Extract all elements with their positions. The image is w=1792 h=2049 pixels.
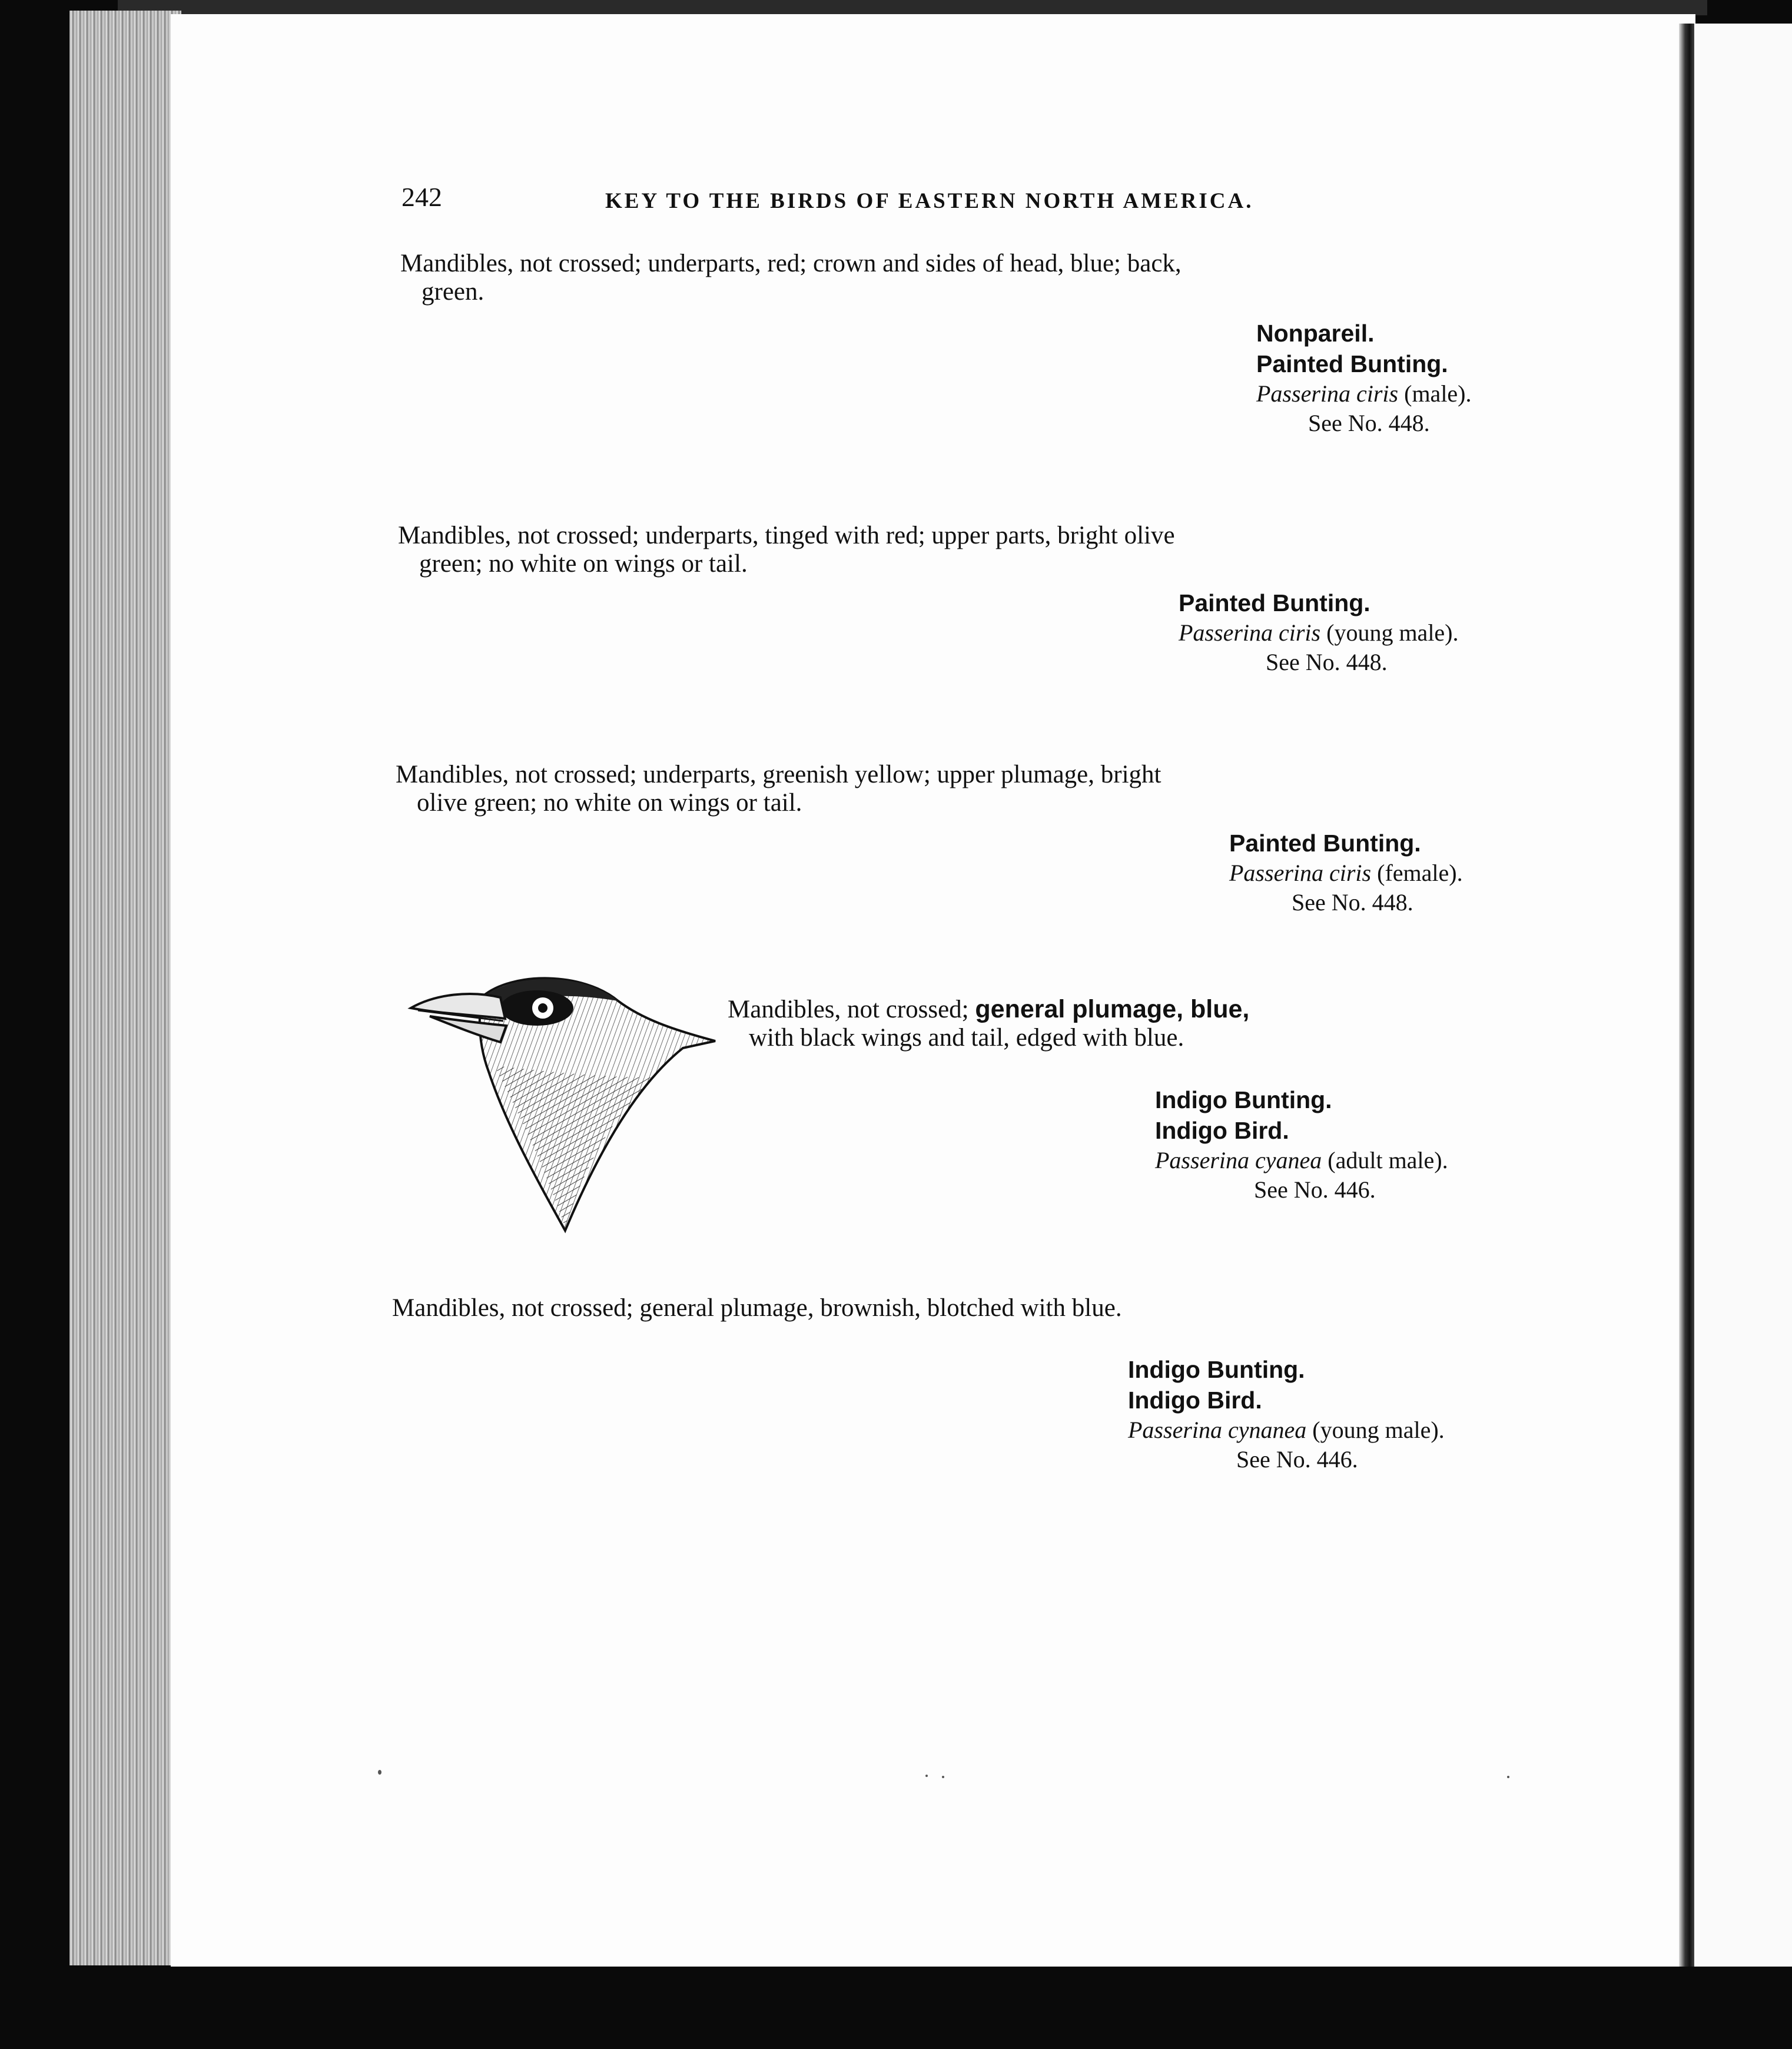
cross-reference: See No. 446. bbox=[1254, 1176, 1376, 1203]
desc-line: Mandibles, not crossed; bbox=[728, 996, 969, 1023]
bird-head-illustration bbox=[406, 960, 724, 1236]
scientific-name bbox=[1128, 1415, 1445, 1445]
desc-line: Mandibles, not crossed; underparts, greenish yellow; upper plumage, bright bbox=[396, 761, 1162, 788]
scientific-name bbox=[1229, 858, 1463, 888]
scan-speck bbox=[1507, 1776, 1509, 1778]
common-name: Indigo Bunting. bbox=[1155, 1086, 1332, 1113]
common-name: Indigo Bird. bbox=[1128, 1387, 1262, 1414]
cross-reference: See No. 446. bbox=[1236, 1446, 1358, 1473]
binomial: Passerina ciris bbox=[1256, 380, 1399, 407]
key-entry-description bbox=[392, 1294, 1122, 1322]
sex-age-note: (male). bbox=[1404, 380, 1472, 407]
scan-top-shadow bbox=[118, 0, 1707, 15]
page-number: 242 bbox=[401, 182, 442, 212]
cross-reference: See No. 448. bbox=[1308, 410, 1430, 436]
key-entry-description bbox=[400, 250, 1182, 306]
key-entry-description bbox=[398, 522, 1175, 578]
binomial: Passerina cynanea bbox=[1128, 1417, 1307, 1443]
key-entry-description bbox=[728, 995, 1249, 1052]
common-name: Indigo Bunting. bbox=[1128, 1356, 1305, 1383]
gutter-shadow bbox=[1679, 24, 1694, 1967]
common-name: Painted Bunting. bbox=[1179, 589, 1370, 616]
cross-reference: See No. 448. bbox=[1292, 889, 1413, 916]
page-sheet bbox=[171, 14, 1695, 1967]
desc-line: olive green; no white on wings or tail. bbox=[417, 789, 802, 817]
scan-speck bbox=[942, 1776, 944, 1778]
binomial: Passerina ciris bbox=[1229, 860, 1372, 886]
desc-line: Mandibles, not crossed; underparts, tinged with red; upper parts, bright olive bbox=[398, 522, 1175, 549]
species-block bbox=[1179, 588, 1459, 677]
desc-line: Mandibles, not crossed; underparts, red; crown and sides of head, blue; back, bbox=[400, 250, 1182, 277]
scientific-name bbox=[1256, 379, 1472, 409]
facing-page-sliver bbox=[1695, 24, 1792, 1967]
cross-reference: See No. 448. bbox=[1266, 649, 1388, 675]
common-name: Indigo Bird. bbox=[1155, 1117, 1289, 1144]
sex-age-note: (young male). bbox=[1326, 619, 1459, 646]
binomial: Passerina cyanea bbox=[1155, 1147, 1322, 1173]
common-name: Painted Bunting. bbox=[1229, 830, 1421, 857]
page-edges bbox=[69, 11, 181, 1965]
species-block bbox=[1155, 1085, 1448, 1205]
sex-age-note: (adult male). bbox=[1328, 1147, 1448, 1173]
desc-line-emphasis: general plumage, blue, bbox=[975, 995, 1250, 1023]
binomial: Passerina ciris bbox=[1179, 619, 1321, 646]
running-head: KEY TO THE BIRDS OF EASTERN NORTH AMERICA. bbox=[605, 189, 1254, 213]
scan-speck bbox=[925, 1775, 928, 1777]
bird-head-icon bbox=[406, 960, 724, 1236]
sex-age-note: (young male). bbox=[1312, 1417, 1445, 1443]
desc-line: green; no white on wings or tail. bbox=[419, 550, 748, 578]
scientific-name bbox=[1179, 618, 1459, 648]
common-name: Painted Bunting. bbox=[1256, 350, 1448, 377]
scan-speck bbox=[378, 1770, 381, 1775]
species-block bbox=[1229, 828, 1463, 917]
sex-age-note: (female). bbox=[1377, 860, 1463, 886]
common-name: Nonpareil. bbox=[1256, 320, 1375, 347]
species-block bbox=[1128, 1354, 1445, 1474]
desc-line: Mandibles, not crossed; general plumage, brownish, blotched with blue. bbox=[392, 1294, 1122, 1322]
desc-line: with black wings and tail, edged with blue. bbox=[749, 1024, 1184, 1052]
scientific-name bbox=[1155, 1146, 1448, 1175]
desc-line: green. bbox=[422, 278, 484, 306]
key-entry-description bbox=[396, 761, 1161, 817]
species-block bbox=[1256, 318, 1472, 438]
